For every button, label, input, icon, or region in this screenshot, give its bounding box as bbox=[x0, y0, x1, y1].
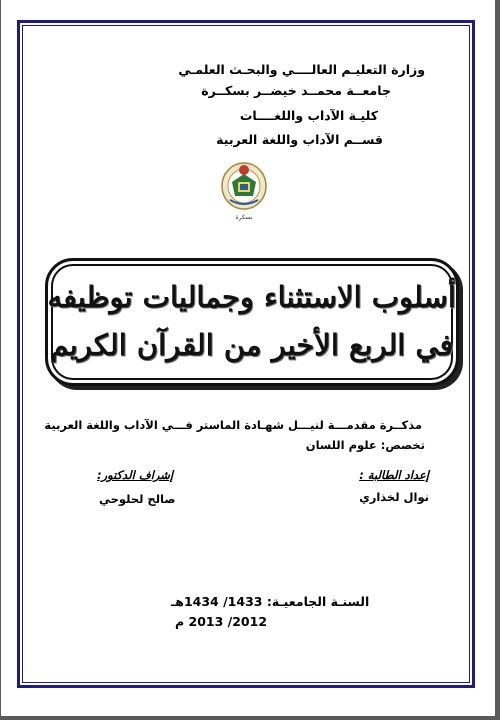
thesis-description: مذكــرة مقدمـــة لنيـــل شهـادة الماستر فـــي الآداب واللغة العربية bbox=[44, 418, 422, 432]
ministry-heading: وزارة التعليـم العالــــي والبحـث العلمـي bbox=[178, 62, 425, 77]
document-page bbox=[1, 0, 495, 716]
seal-text: بسكرة bbox=[235, 214, 253, 221]
student-name: نوال لخذاري bbox=[359, 490, 429, 504]
supervisor-name: صالح لحلوحي bbox=[99, 492, 176, 506]
university-seal-icon bbox=[220, 160, 268, 222]
title-line-2: في الربع الأخير من القرآن الكريم bbox=[50, 328, 454, 362]
specialty-label: تخصص: علوم اللسان bbox=[305, 438, 425, 452]
university-heading: جامعــة محمــد خيضــر بسكــرة bbox=[201, 83, 391, 98]
title-line-1: أسلوب الاستثناء وجماليات توظيفه bbox=[47, 280, 456, 314]
gregorian-year: 2012/ 2013 م bbox=[175, 614, 268, 629]
title-box bbox=[45, 258, 459, 386]
faculty-heading: كليـة الآداب واللغــــات bbox=[239, 108, 378, 123]
student-label: إعداد الطالبة : bbox=[359, 468, 429, 482]
supervisor-label: إشراف الدكتور: bbox=[97, 468, 174, 482]
department-heading: قســم الآداب واللغة العربية bbox=[216, 132, 383, 147]
academic-year: السنـة الجامعيـة: 1433/ 1434هـ bbox=[171, 594, 370, 609]
